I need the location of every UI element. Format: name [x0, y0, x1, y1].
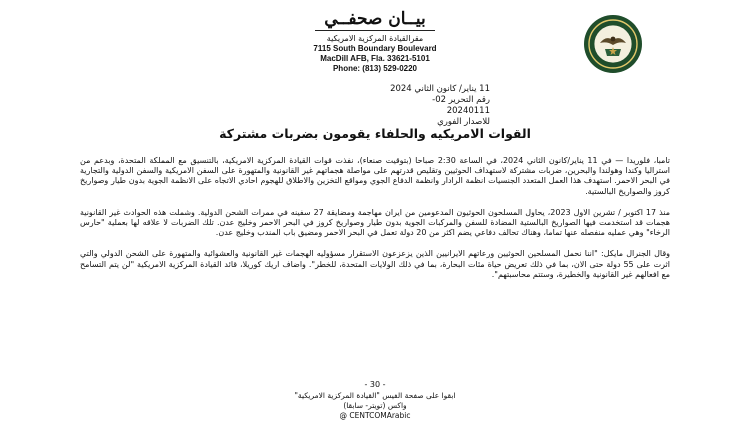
footer — [0, 391, 750, 421]
footer-handle: @ CENTCOMArabic — [339, 411, 411, 420]
centcom-seal-icon — [583, 14, 643, 74]
address-line-1: 7115 South Boundary Boulevard — [313, 44, 437, 53]
phone-number: Phone: (813) 529-0220 — [332, 64, 418, 73]
address-line-2: MacDill AFB, Fla. 33621-5101 — [320, 54, 430, 63]
release-meta — [270, 84, 490, 128]
paragraph-2: منذ 17 اكتوبر / تشرين الاول 2023، يحاول المسلحون الحوثيون المدعومين من ايران مهاجمة ومضايقة 27 سفينه في ممرات الشحن الدولية. وشملت هذه الحوادث غير القانونية هجمات قد استخدمت فيها الصواريخ البالستية المضادة للسفن والمركبات الجوية بدون طيار وصواريخ كروز في البحر الاحمر وخليج عدن. تلك الضربات لا علاقه لها بعملية "حارس الرخاء" وهي عمليه منفصله عنها تماما، وهناك تحالف دفاعي يضم اكثر من 20 دولة تعمل في البحر الاحمر ومضيق باب المندب وخليج عدن. — [80, 207, 670, 238]
release-number-label: رقم التحرير 02- — [432, 95, 490, 105]
letterhead — [262, 8, 488, 74]
release-type: للاصدار الفوري — [437, 117, 490, 127]
paragraph-1: تامبا، فلوريدا — في 11 يناير/كانون الثاني 2024، في الساعة 2:30 صباحا (بتوقيت صنعاء)، نفذت قوات القيادة المركزية الامريكية، بالتنسيق مع المملكة المتحدة، وبدعم من استراليا وكندا وهولندا والبحرين، ضربات مشتركة لاستهداف الحوثيين وتقليص قدرتهم على مواصلة هجماتهم غير القانونية والمتهورة على السفن الامريكية والسفن الدولية والتجارية في البحر الاحمر. استهدف هذا العمل المتعدد الجنسيات انظمة الرادار وانظمة الدفاع الجوي ومواقع التخزين والاطلاق للهجوم احادي الاتجاه على الانظمة الجوية بدون طيار وصواريخ كروز والصواريخ البالستية. — [80, 156, 670, 196]
footer-facebook-line: ابقوا على صفحة الفيس "القيادة المركزية الامريكية" — [294, 391, 456, 400]
document-title: بيــان صحفــي — [324, 9, 426, 29]
footer-x-line: واكس (تويتر- سابقا) — [343, 401, 407, 410]
article-body — [80, 156, 670, 291]
release-date: 11 يناير/ كانون الثاني 2024 — [390, 84, 490, 94]
release-number: 20240111 — [446, 106, 490, 116]
title-underline — [315, 30, 435, 31]
organization-name: مقرالقيادة المركزية الامريكية — [326, 34, 424, 43]
paragraph-3: وقال الجنرال مايكل: "اننا نحمل المسلحين الحوثيين ورعاتهم الايرانيين الذين يزعزعون الاستقرار مسؤوليه الهجمات غير القانونية والعشوائية والمتهورة على الشحن الدولي والتي اثرت على 55 دولة حتى الان، بما في ذلك تعريض حياة مئات البحارة، بما في ذلك الولايات المتحدة، للخطر". واضاف اريك كوريلا، قائد القيادة المركزية الامريكية "لن يتم التسامح مع افعالهم غير القانونية والخطيرة، وستتم محاسبتهم". — [80, 249, 670, 279]
headline: القوات الامريكيه والحلفاء يقومون بضربات مشتركة — [219, 126, 531, 141]
end-marker: - 30 - — [364, 380, 386, 389]
